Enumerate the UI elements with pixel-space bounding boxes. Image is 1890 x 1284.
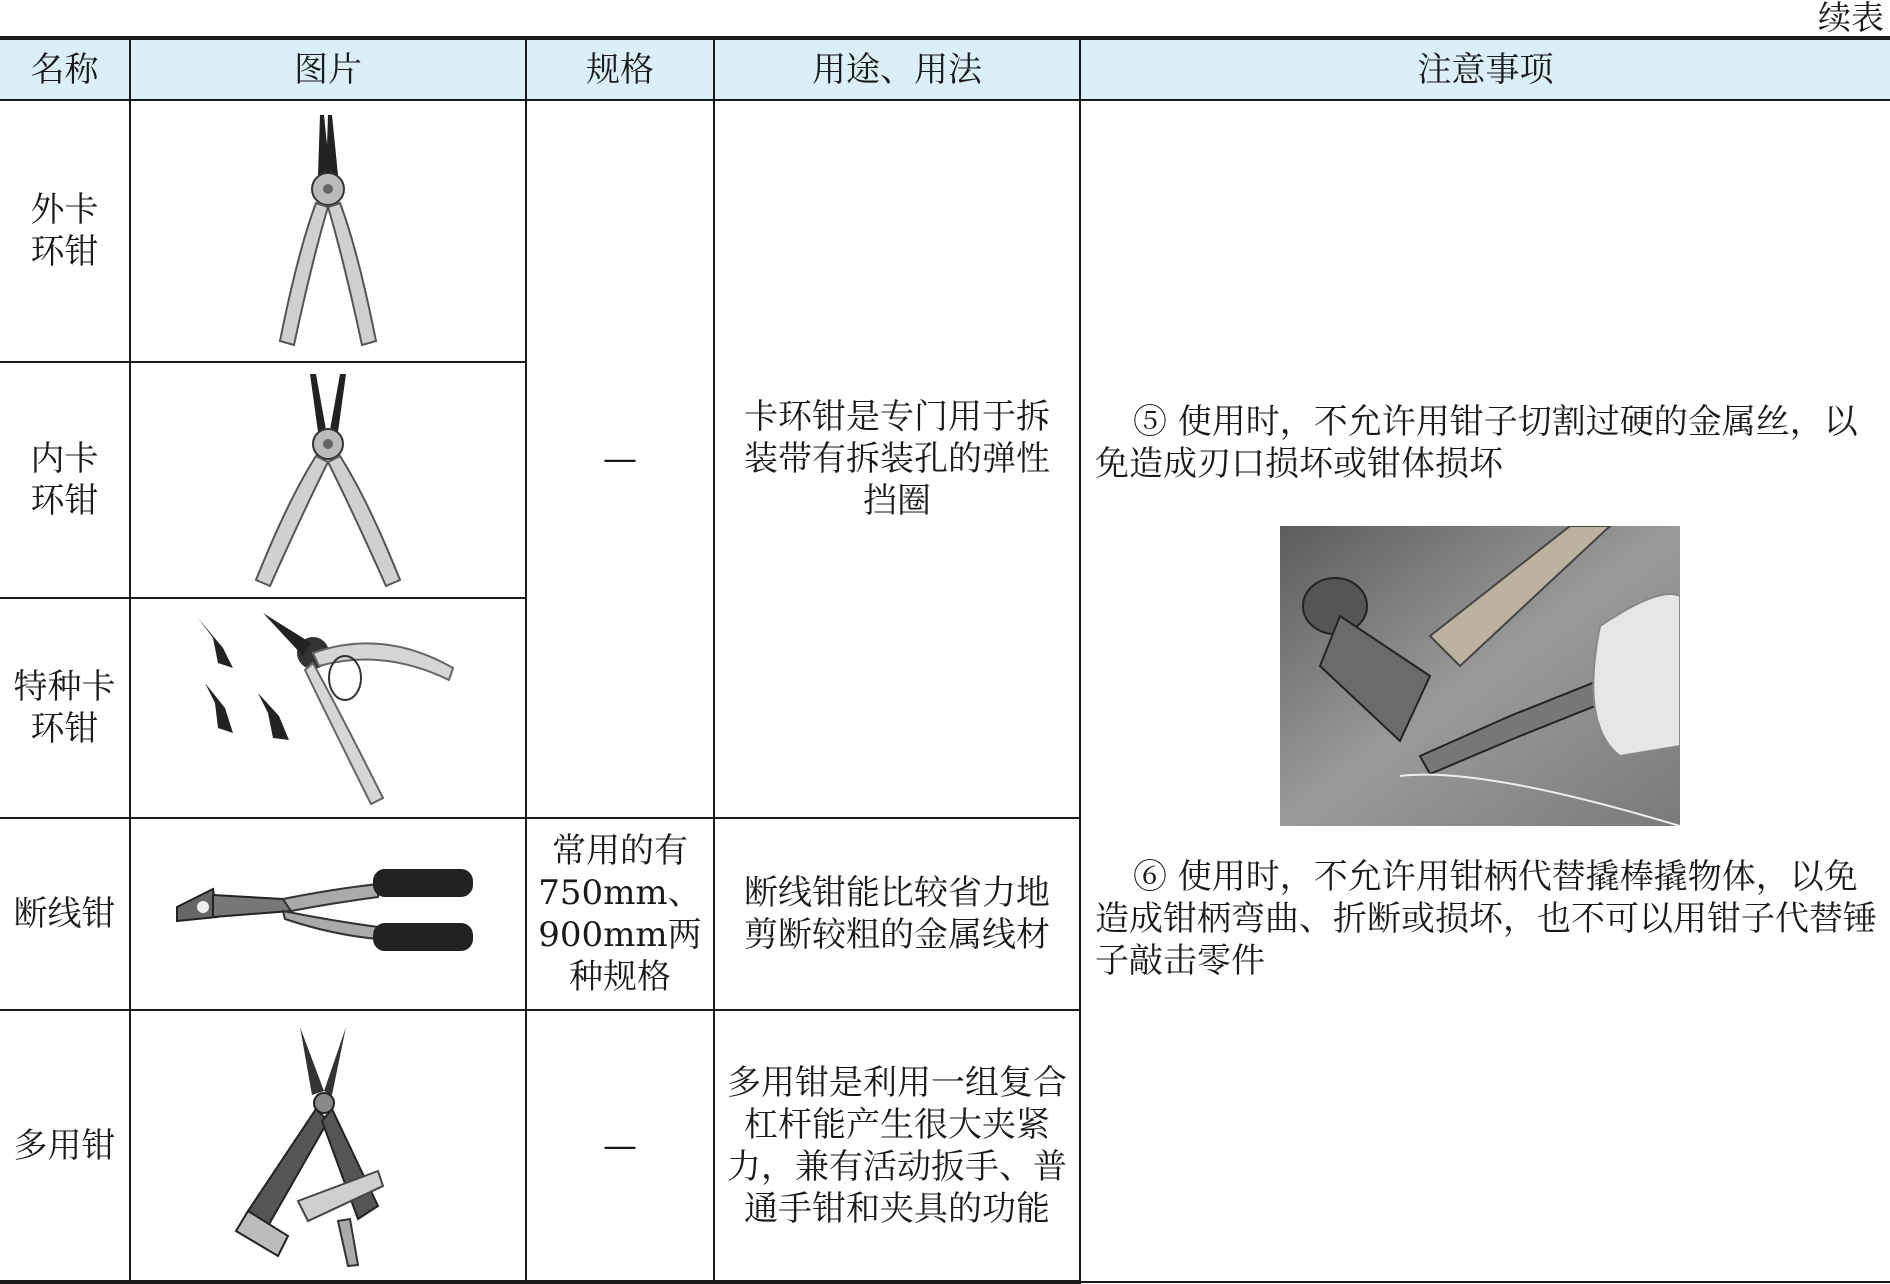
row-usage: 多用钳是利用一组复合 杠杆能产生很大夹紧 力，兼有活动扳手、普 通手钳和夹具的功能: [714, 1010, 1080, 1282]
header-usage: 用途、用法: [714, 38, 1080, 100]
circlip-usage: 卡环钳是专门用于拆 装带有拆装孔的弹性 挡圈: [714, 100, 1080, 818]
row-spec: 常用的有 750mm、 900mm两 种规格: [526, 818, 714, 1010]
row-name: 断线钳: [0, 818, 130, 1010]
multi-tool-pliers-icon: [228, 1021, 428, 1271]
special-circlip-pliers-set-icon: [193, 608, 463, 808]
external-circlip-pliers-icon: [258, 111, 398, 351]
row-picture: [130, 818, 526, 1010]
internal-circlip-pliers-icon: [248, 370, 408, 590]
row-picture: [130, 598, 526, 818]
notes-cell: [1080, 100, 1890, 1282]
row-usage: 断线钳能比较省力地 剪断较粗的金属线材: [714, 818, 1080, 1010]
header-picture: 图片: [130, 38, 526, 100]
bolt-cutter-icon: [173, 859, 483, 969]
note-5: ⑤ 使用时，不允许用钳子切割过硬的金属丝，以免造成刃口损坏或钳体损坏: [1095, 402, 1858, 484]
row-name: 多用钳: [0, 1010, 130, 1282]
row-picture: [130, 1010, 526, 1282]
header-notes: 注意事项: [1080, 38, 1890, 100]
header-spec: 规格: [526, 38, 714, 100]
table-row: [0, 100, 1890, 362]
row-name: 外卡 环钳: [0, 100, 130, 362]
row-spec: —: [526, 1010, 714, 1282]
continued-label: 续表: [1818, 0, 1884, 37]
row-picture: [130, 362, 526, 598]
row-name: 内卡 环钳: [0, 362, 130, 598]
header-name: 名称: [0, 38, 130, 100]
header-row: [0, 38, 1890, 100]
row-picture: [130, 100, 526, 362]
circlip-spec: —: [526, 100, 714, 818]
hammer-striking-pliers-photo: [1280, 526, 1680, 826]
row-name: 特种卡 环钳: [0, 598, 130, 818]
note-6: ⑥ 使用时，不允许用钳柄代替撬棒撬物体，以免造成钳柄弯曲、折断或损坏，也不可以用钳子代替锤子敲击零件: [1095, 857, 1877, 981]
tools-table: [0, 36, 1890, 1284]
